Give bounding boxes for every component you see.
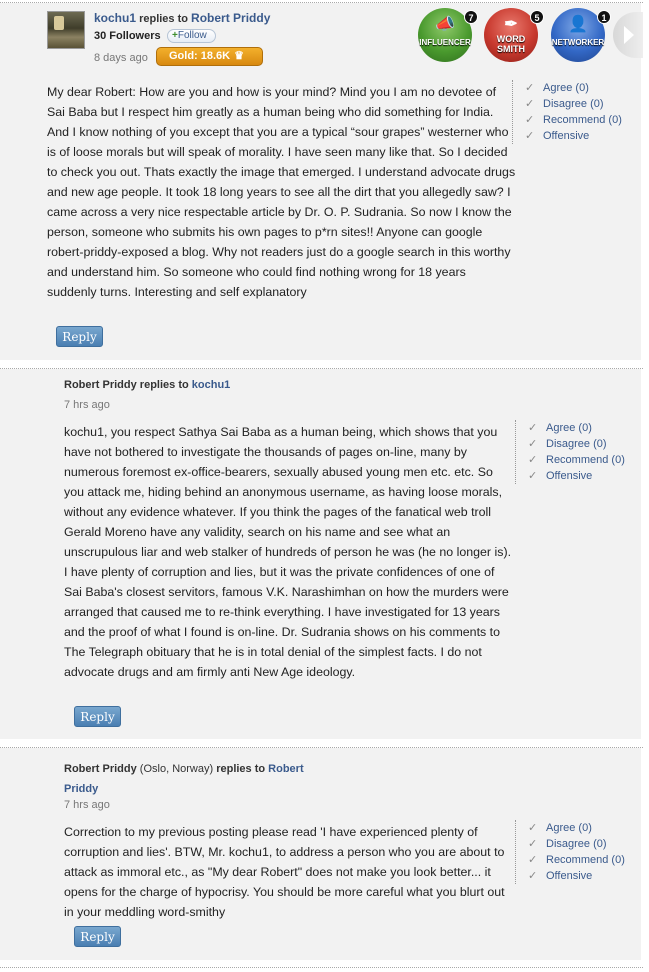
replies-to-link[interactable]: Robert Priddy [191, 11, 271, 25]
comment-header [64, 759, 324, 799]
agree-link[interactable] [525, 80, 622, 96]
reply-button[interactable]: Reply [56, 326, 103, 347]
follow-button[interactable] [167, 29, 216, 43]
badge-networker[interactable] [551, 8, 605, 62]
badge-label: NETWORKER [551, 38, 605, 47]
offensive-link[interactable] [528, 868, 625, 884]
check-icon: ✓ [525, 130, 535, 142]
replies-to-link[interactable]: Robert [268, 763, 304, 775]
offensive-label: Offensive [543, 130, 590, 142]
author-link[interactable]: kochu1 [94, 11, 137, 25]
disagree-label: Disagree (0) [546, 838, 607, 850]
timestamp: 7 hrs ago [64, 399, 110, 411]
badge-label [484, 34, 538, 54]
check-icon: ✓ [528, 822, 538, 834]
check-icon: ✓ [525, 98, 535, 110]
arrow-right-icon [624, 26, 634, 44]
check-icon: ✓ [528, 838, 538, 850]
offensive-label: Offensive [546, 470, 593, 482]
comment-body: kochu1, you respect Sathya Sai Baba as a human being, which shows that you have not bothered to investigate the thousands of pages on-line, many by numerous foremost ex-office-bearers, sexually abused young men etc. etc. So you attack me, hiding behind an anonymous username, as having loose morals, without any evidence whatever. If you think the pages of the fanatical web troll Gerald Moreno have any validity, search on his name and see what an unscrupulous liar and web stalker of hundreds of person he was (he no longer is). I have plenty of corruption and lies, but it was the private confidences of one of Sai Baba's closest servitors, famous V.K. Narashimhan on how the murders were arranged that caused me to re-think everything. I have investigated for 13 years and the proof of what I found is on-line. Dr. Sudrania shows on his comments to The Telegraph obituary that he is in total denial of the simplest facts. I do not advocate drugs and am firmly anti New Age ideology. [64, 425, 512, 679]
check-icon: ✓ [528, 422, 538, 434]
timestamp: 7 hrs ago [64, 799, 110, 811]
plus-icon: + [172, 30, 178, 41]
agree-link[interactable] [528, 420, 625, 436]
offensive-link[interactable] [525, 128, 622, 144]
timestamp: 8 days ago [94, 52, 148, 64]
badge-count: 1 [597, 10, 611, 24]
agree-label: Agree (0) [543, 82, 589, 94]
check-icon: ✓ [528, 470, 538, 482]
badge-count: 5 [530, 10, 544, 24]
followers-count: 30 Followers [94, 30, 161, 42]
comment-header [94, 11, 270, 25]
author-location: (Oslo, Norway) [139, 763, 214, 775]
gold-badge[interactable] [156, 47, 263, 66]
recommend-label: Recommend (0) [546, 854, 625, 866]
disagree-link[interactable] [528, 436, 625, 452]
disagree-link[interactable] [528, 836, 625, 852]
disagree-label: Disagree (0) [546, 438, 607, 450]
replies-to-link-cont[interactable]: Priddy [64, 783, 99, 795]
recommend-link[interactable] [528, 452, 625, 468]
comment-actions [515, 820, 625, 884]
badge-label: INFLUENCER [419, 38, 471, 47]
replies-to-label: replies to [139, 379, 189, 391]
megaphone-icon: 📣 [435, 16, 455, 33]
badge-label-line2: SMITH [497, 44, 525, 54]
crown-icon: ♛ [234, 50, 244, 62]
check-icon: ✓ [528, 438, 538, 450]
recommend-link[interactable] [525, 112, 622, 128]
check-icon: ✓ [525, 82, 535, 94]
recommend-label: Recommend (0) [546, 454, 625, 466]
badge-count: 7 [464, 10, 478, 24]
replies-to-link[interactable]: kochu1 [191, 379, 231, 391]
person-icon: 👤 [568, 16, 588, 33]
offensive-label: Offensive [546, 870, 593, 882]
comment-actions [515, 420, 625, 484]
disagree-label: Disagree (0) [543, 98, 604, 110]
recommend-label: Recommend (0) [543, 114, 622, 126]
check-icon: ✓ [528, 870, 538, 882]
badge-influencer[interactable] [418, 8, 472, 62]
follow-label: Follow [177, 30, 207, 41]
offensive-link[interactable] [528, 468, 625, 484]
comment-header [64, 379, 230, 391]
reply-button[interactable]: Reply [74, 926, 121, 947]
comment-actions [512, 80, 622, 144]
check-icon: ✓ [528, 454, 538, 466]
check-icon: ✓ [525, 114, 535, 126]
comment-body: Correction to my previous posting please read 'I have experienced plenty of corruption and lies'. BTW, Mr. kochu1, to address a person who you are about to attack as immoral etc., as "My dear Robert" does not make you look better... it opens for the charge of hypocrisy. You should be more careful what you blurt out in your meddling word-smithy [64, 825, 505, 919]
author-name: Robert Priddy [64, 763, 137, 775]
reply-button[interactable]: Reply [74, 706, 121, 727]
comment-body: My dear Robert: How are you and how is your mind? Mind you I am no devotee of Sai Baba but I respect him greatly as a human being who did something for India. And I know nothing of you except that you are a typical “sour grapes” westerner who is of loose morals but will speak of morality. I have seen many like that. So I decided to check you out. Thats exactly the image that emerged. I understand advocate drugs and new age people. It took 18 long years to see all the dirt that you allegedly saw? I came across a very nice respectable article by Dr. O. P. Sudrania. So now I know the person, someone who submits his own pages to p*rn sites!! Anyone can google robert-priddy-exposed a blog. Why not readers just do a google search in this worthy and understand him. So someone who could find nothing wrong for 18 years suddenly turns. Interesting and self explanatory [47, 85, 516, 299]
gold-label: Gold: 18.6K [169, 50, 231, 62]
replies-to-label: replies to [139, 13, 188, 25]
disagree-link[interactable] [525, 96, 622, 112]
check-icon: ✓ [528, 854, 538, 866]
recommend-link[interactable] [528, 852, 625, 868]
badge-word-smith[interactable] [484, 8, 538, 62]
quill-icon: ✒ [504, 16, 518, 33]
badge-label-line1: WORD [496, 34, 526, 44]
divider [0, 967, 643, 968]
author-name: Robert Priddy [64, 379, 137, 391]
agree-link[interactable] [528, 820, 625, 836]
avatar[interactable] [47, 11, 85, 49]
agree-label: Agree (0) [546, 822, 592, 834]
replies-to-label: replies to [216, 763, 266, 775]
agree-label: Agree (0) [546, 422, 592, 434]
